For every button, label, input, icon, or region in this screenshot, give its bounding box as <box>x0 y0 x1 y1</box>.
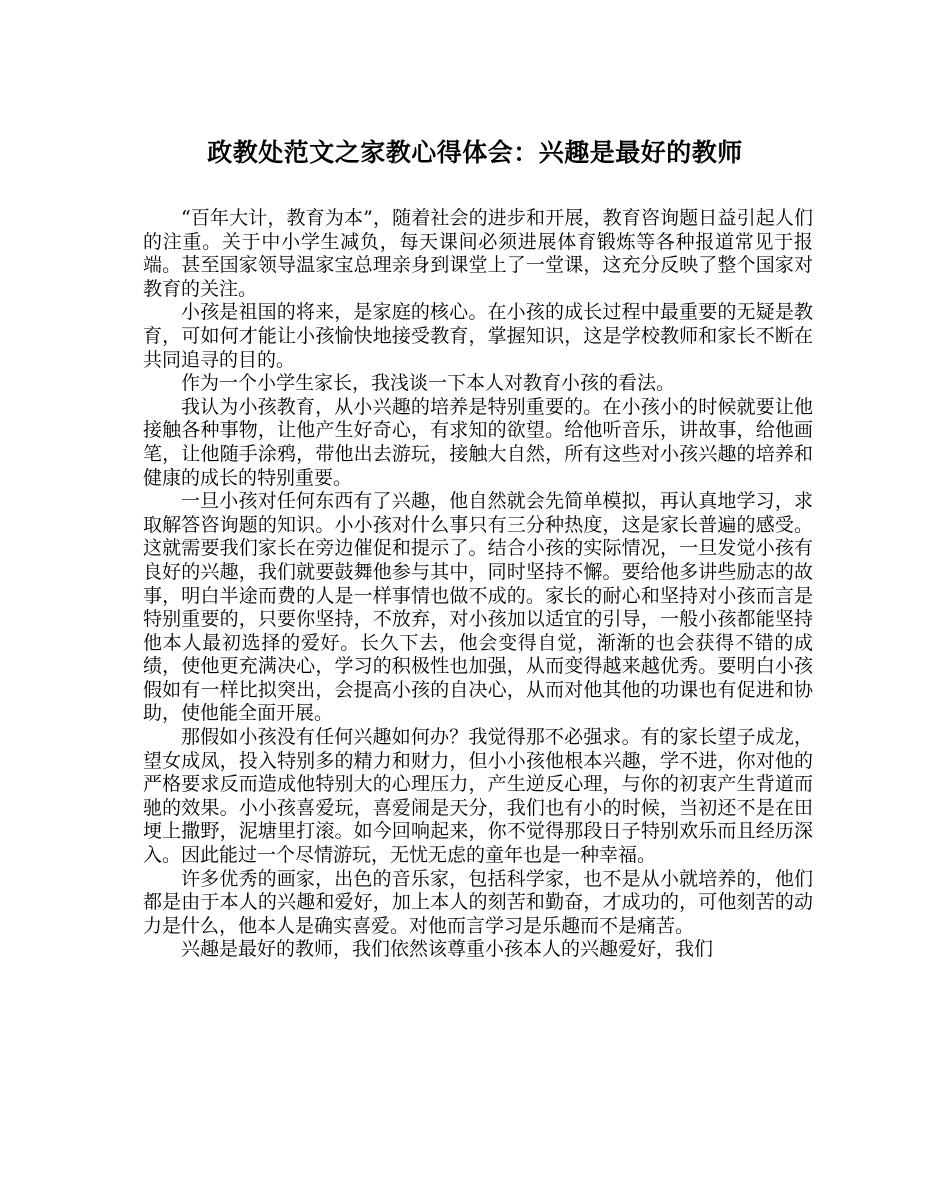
paragraph: “百年大计，教育为本”，随着社会的进步和开展，教育咨询题日益引起人们的注重。关于中小学生减负，每天课间必须进展体育锻炼等各种报道常见于报端。甚至国家领导温家宝总理亲身到课堂上了一堂课，这充分反映了整个国家对教育的关注。 <box>143 207 813 300</box>
document-body <box>143 207 813 962</box>
paragraph: 兴趣是最好的教师，我们依然该尊重小孩本人的兴趣爱好，我们 <box>181 938 714 961</box>
paragraph: 小孩是祖国的将来，是家庭的核心。在小孩的成长过程中最重要的无疑是教育，可如何才能让小孩愉快地接受教育，掌握知识，这是学校教师和家长不断在共同追寻的目的。 <box>143 301 813 371</box>
paragraph: 我认为小孩教育，从小兴趣的培养是特别重要的。在小孩小的时候就要让他接触各种事物，让他产生好奇心，有求知的欲望。给他听音乐，讲故事，给他画笔，让他随手涂鸦，带他出去游玩，接触大自然，所有这些对小孩兴趣的培养和健康的成长的特别重要。 <box>143 395 813 489</box>
document-title: 政教处范文之家教心得体会：兴趣是最好的教师 <box>207 138 743 167</box>
paragraph: 许多优秀的画家，出色的音乐家，包括科学家，也不是从小就培养的，他们都是由于本人的兴趣和爱好，加上本人的刻苦和勤奋，才成功的，可他刻苦的动力是什么，他本人是确实喜爱。对他而言学习是乐趣而不是痛苦。 <box>143 867 813 937</box>
paragraph: 一旦小孩对任何东西有了兴趣，他自然就会先简单模拟，再认真地学习，求取解答咨询题的知识。小小孩对什么事只有三分种热度，这是家长普遍的感受。这就需要我们家长在旁边催促和提示了。结合小孩的实际情况，一旦发觉小孩有良好的兴趣，我们就要鼓舞他参与其中，同时坚持不懈。要给他多讲些励志的故事，明白半途而费的人是一样事情也做不成的。家长的耐心和坚持对小孩而言是特别重要的，只要你坚持，不放弃，对小孩加以适宜的引导，一般小孩都能坚持他本人最初选择的爱好。长久下去，他会变得自觉，渐渐的也会获得不错的成绩，使他更充满决心，学习的积极性也加强，从而变得越来越优秀。要明白小孩假如有一样比拟突出，会提高小孩的自决心，从而对他其他的功课也有促进和协助，使他能全面开展。 <box>143 490 813 725</box>
paragraph: 作为一个小学生家长，我浅谈一下本人对教育小孩的看法。 <box>181 372 676 395</box>
paragraph: 那假如小孩没有任何兴趣如何办？我觉得那不必强求。有的家长望子成龙，望女成凤，投入特别多的精力和财力，但小小孩他根本兴趣，学不进，你对他的严格要求反而造成他特别大的心理压力，产生逆反心理，与你的初衷产生背道而驰的效果。小小孩喜爱玩，喜爱闹是天分，我们也有小的时候，当初还不是在田埂上撒野，泥塘里打滚。如今回响起来，你不觉得那段日子特别欢乐而且经历深入。因此能过一个尽情游玩，无忧无虑的童年也是一种幸福。 <box>143 726 813 867</box>
